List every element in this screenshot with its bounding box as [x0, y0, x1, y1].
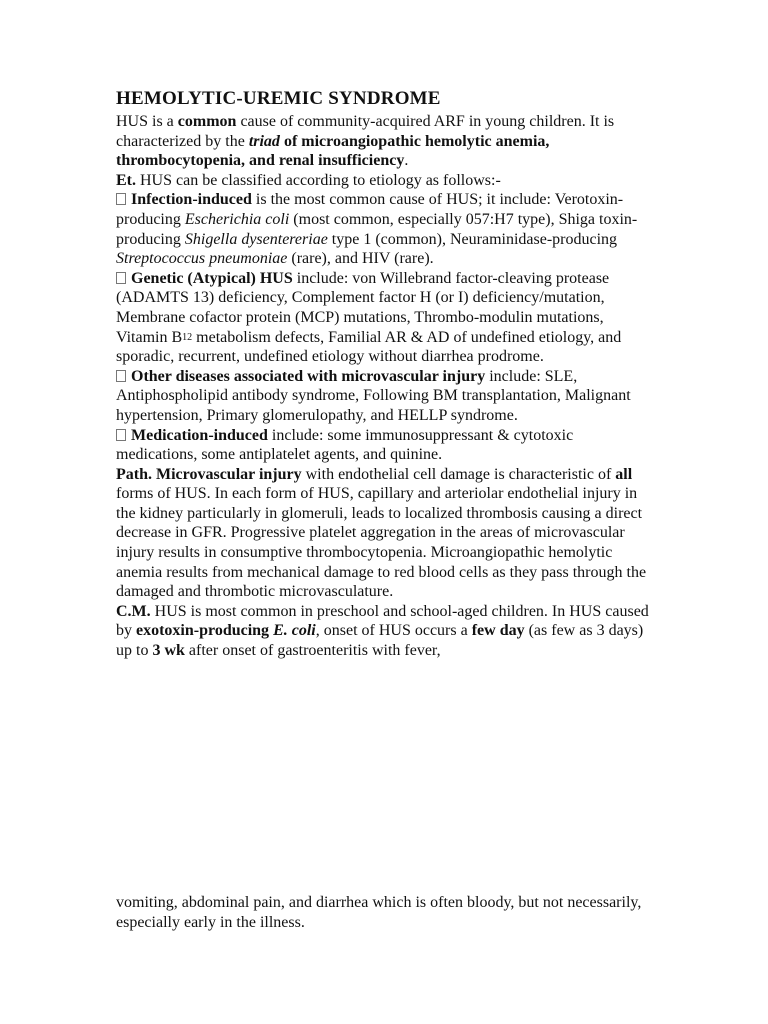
pathology-paragraph: Path. Microvascular injury with endothelial cell damage is characteristic of all forms of HUS. In each form of HUS, capillary and arteriolar endothelial injury in the kidney particularly in glomeruli, leads to localized thrombosis causing a direct decrease in GFR. Progressive platelet aggregation in the areas of microvascular injury results in consumptive thrombocytopenia. Microangiopathic hemolytic anemia results from mechanical damage to red blood cells as they pass through the damaged and thrombotic microvasculature. [116, 465, 647, 601]
etiology-item-medication: Medication-induced include: some immunosuppressant & cytotoxic medications, some antiplatelet agents, and quinine. [116, 426, 574, 464]
continuation-paragraph: vomiting, abdominal pain, and diarrhea which is often bloody, but not necessarily, especially early in the illness. [116, 894, 642, 931]
intro-paragraph: HUS is a common cause of community-acquired ARF in young children. It is characterized by the triad of microangiopathic hemolytic anemia, thrombocytopenia, and renal insufficiency. [116, 113, 615, 170]
etiology-item-genetic: Genetic (Atypical) HUS include: von Willebrand factor-cleaving protease (ADAMTS 13) deficiency, Complement factor H (or I) deficiency/mutation, Membrane cofactor protein (MCP) mutations, Thrombo-modulin mutations, Vitamin $B_{12}$ metabolism defects, Familial AR & AD of undefined etiology, and sporadic, recurrent, undefined etiology without diarrhea prodrome. [116, 269, 622, 366]
document-body [116, 88, 656, 661]
etiology-heading: Et. HUS can be classified according to etiology as follows:- [116, 171, 501, 189]
etiology-item-other: Other diseases associated with microvascular injury include: SLE, Antiphospholipid antibody syndrome, Following BM transplantation, Malignant hypertension, Primary glomerulopathy, and HELLP syndrome. [116, 367, 631, 424]
bullet-box-icon [116, 193, 126, 205]
page-title: HEMOLYTIC-UREMIC SYNDROME [116, 88, 441, 109]
bullet-box-icon [116, 272, 126, 284]
bullet-box-icon [116, 429, 126, 441]
etiology-item-infection: Infection-induced is the most common cause of HUS; it include: Verotoxin-producing Escherichia coli (most common, especially 057:H7 type), Shiga toxin-producing Shigella dysentereriae type 1 (common), Neuraminidase-producing Streptococcus pneumoniae (rare), and HIV (rare). [116, 191, 638, 268]
clinical-manifestations-paragraph: C.M. HUS is most common in preschool and school-aged children. In HUS caused by exotoxin-producing E. coli, onset of HUS occurs a few day (as few as 3 days) up to 3 wk after onset of gastroenteritis with fever, [116, 602, 649, 660]
bullet-box-icon [116, 370, 126, 382]
